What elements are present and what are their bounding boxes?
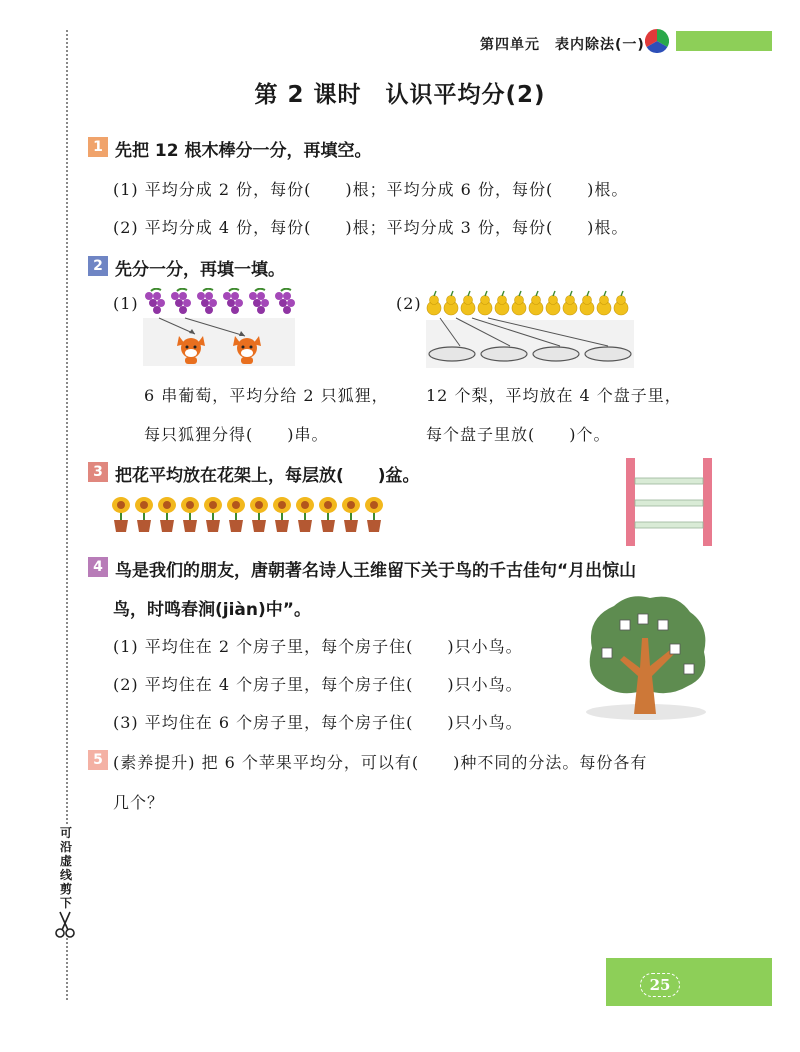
q2-number: 2 (88, 256, 108, 276)
page-number: 25 (640, 973, 680, 997)
grape-icon (249, 289, 269, 314)
header-bar (676, 31, 772, 51)
grape-icon (223, 289, 243, 314)
pear-icon (478, 296, 492, 316)
q2-part2-label: (2) (396, 294, 422, 313)
pear-icon (512, 296, 526, 316)
q5-line-2: 几个？ (113, 793, 165, 812)
plate-icon (481, 347, 527, 361)
q1-line-2: (2) 平均分成 4 份，每份( )根；平均分成 3 份，每份( )根。 (113, 218, 629, 237)
q5-line-1: (素养提升) 把 6 个苹果平均分，可以有( )种不同的分法。每份各有 (113, 753, 648, 772)
q4-line-1: (1) 平均住在 2 个房子里，每个房子住( )只小鸟。 (113, 637, 523, 656)
pear-icon (495, 296, 509, 316)
q4-number: 4 (88, 557, 108, 577)
pear-icon (546, 296, 560, 316)
q5-number: 5 (88, 750, 108, 770)
pear-icon (529, 296, 543, 316)
birdhouse-icon (602, 648, 612, 658)
q1-line-1: (1) 平均分成 2 份，每份( )根；平均分成 6 份，每份( )根。 (113, 180, 629, 199)
q2-part2-line-2: 每个盘子里放( )个。 (426, 425, 611, 444)
birdhouse-icon (670, 644, 680, 654)
q1-number: 1 (88, 137, 108, 157)
scissors-icon (52, 910, 78, 938)
plate-icon (533, 347, 579, 361)
unit-ball-icon (645, 29, 669, 53)
pear-icon (461, 296, 475, 316)
q2-part1-label: (1) (113, 294, 139, 313)
grape-icon (171, 289, 191, 314)
grape-icon (145, 289, 165, 314)
q2-part2-line-1: 12 个梨，平均放在 4 个盘子里， (426, 386, 682, 405)
q4-line-2: (2) 平均住在 4 个房子里，每个房子住( )只小鸟。 (113, 675, 523, 694)
birdhouse-icon (620, 620, 630, 630)
page-title: 第 2 课时 认识平均分(2) (254, 82, 546, 108)
q3-prompt: 把花平均放在花架上，每层放( )盆。 (115, 466, 420, 486)
birdhouse-icon (658, 620, 668, 630)
cut-hint: 可沿虚线剪下 (59, 826, 72, 910)
flower-shelf-illustration (626, 458, 712, 546)
pears-plates-illustration (426, 290, 636, 368)
q4-prompt-line-2: 鸟，时鸣春涧(jiàn)中”。 (113, 600, 311, 620)
q3-number: 3 (88, 462, 108, 482)
pear-icon (444, 296, 458, 316)
q1-prompt: 先把 12 根木棒分一分，再填空。 (115, 141, 372, 161)
grapes-foxes-illustration (143, 288, 301, 366)
birdhouse-icon (684, 664, 694, 674)
q4-line-3: (3) 平均住在 6 个房子里，每个房子住( )只小鸟。 (113, 713, 523, 732)
pear-icon (597, 296, 611, 316)
pear-icon (427, 296, 441, 316)
page-number-box (606, 958, 772, 1006)
q2-part1-line-2: 每只狐狸分得( )串。 (144, 425, 329, 444)
unit-label: 第四单元 表内除法(一) (480, 37, 645, 53)
grape-icon (275, 289, 295, 314)
pear-icon (563, 296, 577, 316)
tree-birdhouses-illustration (580, 590, 712, 722)
q4-prompt-line-1: 鸟是我们的朋友，唐朝著名诗人王维留下关于鸟的千古佳句“月出惊山 (115, 561, 637, 581)
flower-pots-illustration (110, 496, 386, 536)
grape-icon (197, 289, 217, 314)
pear-icon (614, 296, 628, 316)
pear-icon (580, 296, 594, 316)
q2-part1-line-1: 6 串葡萄，平均分给 2 只狐狸， (144, 386, 389, 405)
plate-icon (429, 347, 475, 361)
birdhouse-icon (638, 614, 648, 624)
plate-icon (585, 347, 631, 361)
q2-prompt: 先分一分，再填一填。 (115, 260, 285, 280)
